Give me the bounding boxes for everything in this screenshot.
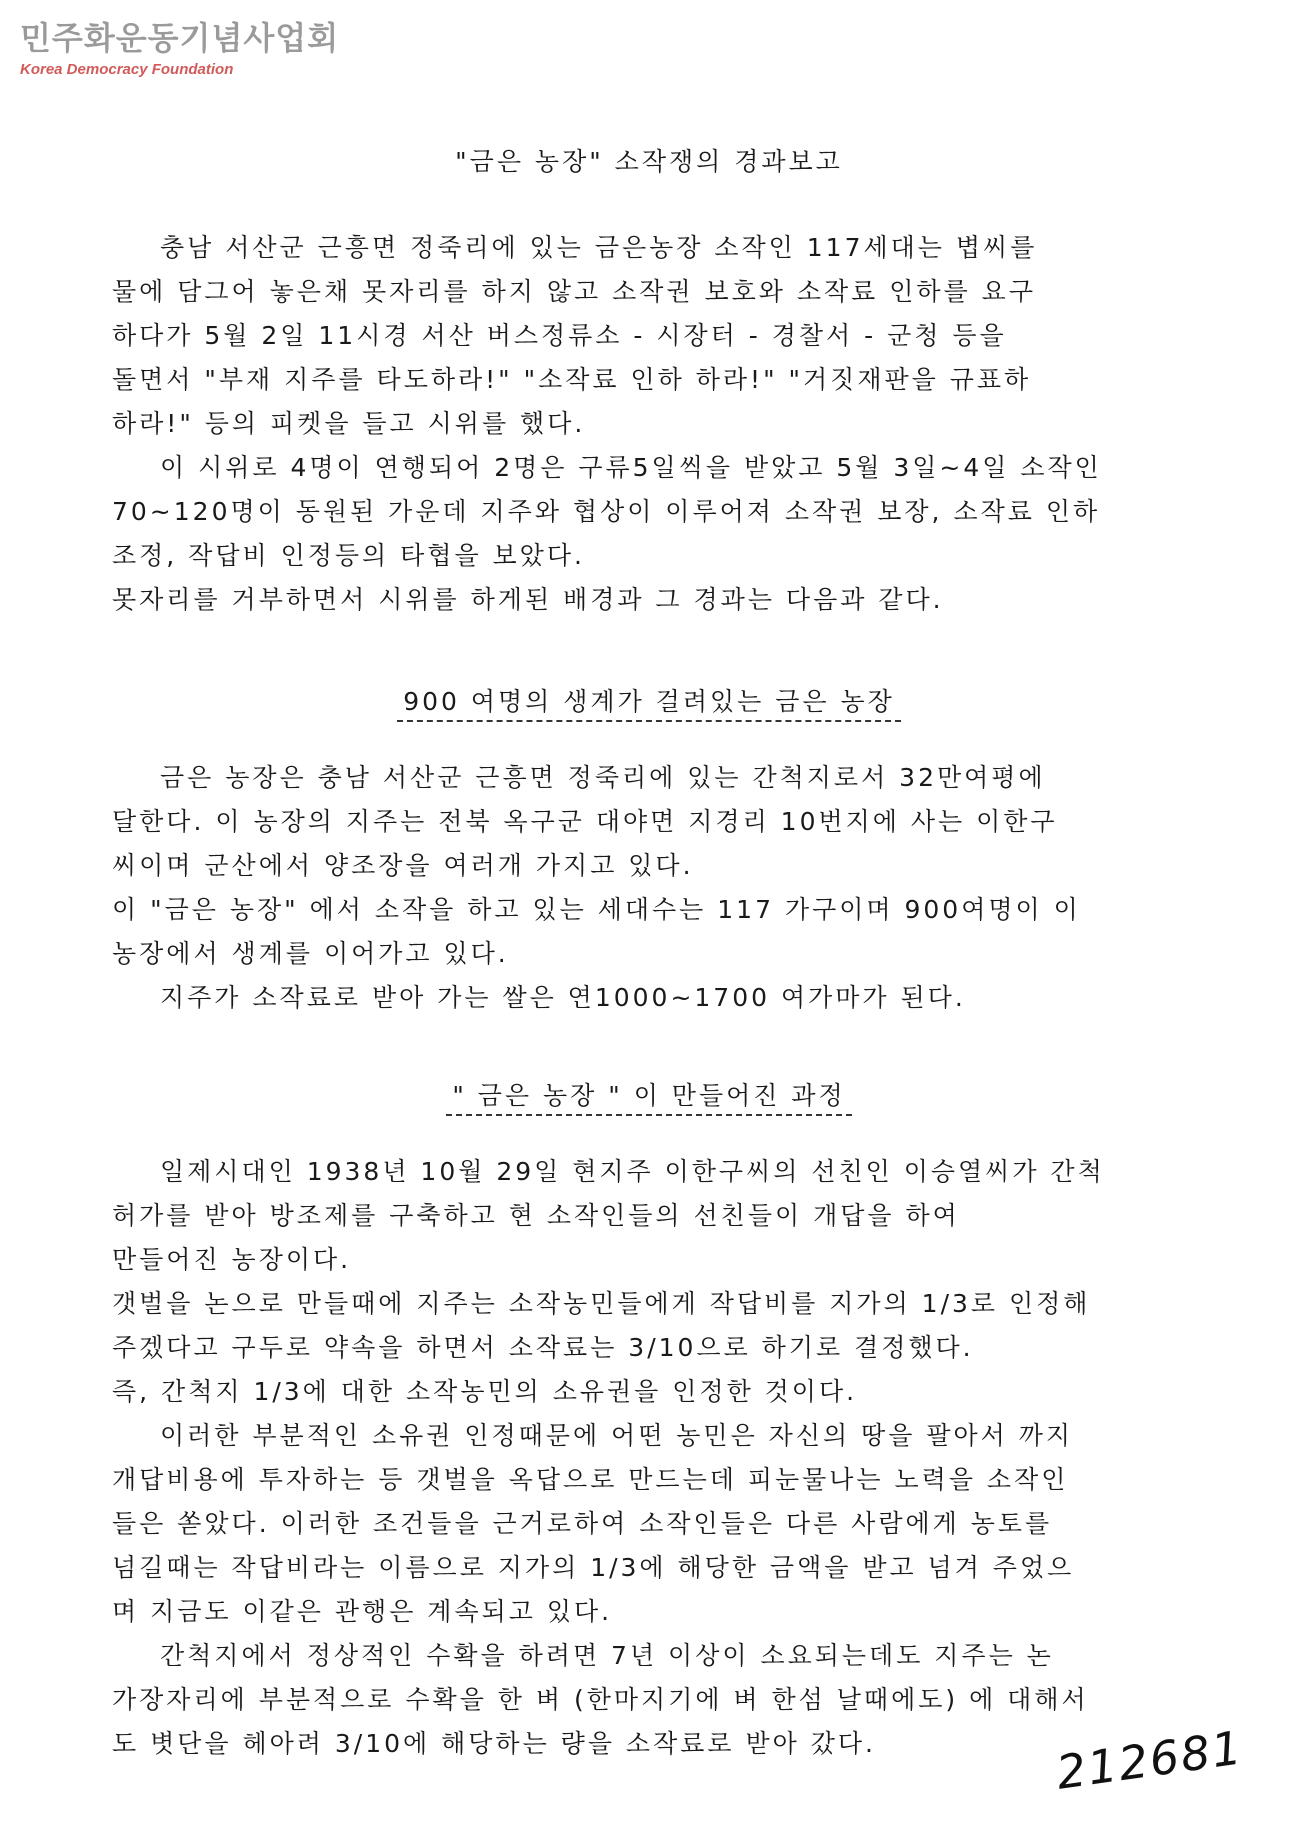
text-line: 조정, 작답비 인정등의 타협을 보았다.	[112, 541, 585, 570]
text-line: 주겠다고 구두로 약속을 하면서 소작료는 3/10으로 하기로 결정했다.	[112, 1333, 974, 1362]
intro-paragraph	[112, 226, 1222, 622]
text-line: 갯벌을 논으로 만들때에 지주는 소작농민들에게 작답비를 지가의 1/3로 인정해	[112, 1289, 1091, 1318]
text-line: 못자리를 거부하면서 시위를 하게된 배경과 그 경과는 다음과 같다.	[112, 585, 944, 614]
text-line: 돌면서 "부재 지주를 타도하라!" "소작료 인하 하라!" "거짓재판을 규표하	[112, 365, 1032, 394]
text-line: 이러한 부분적인 소유권 인정때문에 어떤 농민은 자신의 땅을 팔아서 까지	[160, 1421, 1074, 1450]
text-line: 넘길때는 작답비라는 이름으로 지가의 1/3에 해당한 금액을 받고 넘겨 주었으	[112, 1553, 1075, 1582]
section2-paragraph	[112, 1150, 1222, 1766]
text-line: 가장자리에 부분적으로 수확을 한 벼 (한마지기에 벼 한섬 날때에도) 에 대해서	[112, 1685, 1089, 1714]
document-title: "금은 농장" 소작쟁의 경과보고	[455, 147, 843, 176]
section2-heading	[0, 1074, 1298, 1118]
text-line: 물에 담그어 놓은채 못자리를 하지 않고 소작권 보호와 소작료 인하를 요구	[112, 277, 1036, 306]
text-line: 씨이며 군산에서 양조장을 여러개 가지고 있다.	[112, 851, 694, 880]
text-line: 하라!" 등의 피켓을 들고 시위를 했다.	[112, 409, 586, 438]
text-line: 도 볏단을 헤아려 3/10에 해당하는 량을 소작료로 받아 갔다.	[112, 1729, 876, 1758]
text-line: 만들어진 농장이다.	[112, 1245, 352, 1274]
text-line: 충남 서산군 근흥면 정죽리에 있는 금은농장 소작인 117세대는 볍씨를	[160, 233, 1038, 262]
text-line: 이 시위로 4명이 연행되어 2명은 구류5일씩을 받았고 5월 3일~4일 소작인	[160, 453, 1102, 482]
handwritten-annotation: 212681	[1053, 1720, 1247, 1800]
section1-heading	[0, 680, 1298, 724]
text-line: 즉, 간척지 1/3에 대한 소작농민의 소유권을 인정한 것이다.	[112, 1377, 858, 1406]
text-line: 농장에서 생계를 이어가고 있다.	[112, 939, 509, 968]
watermark-org-korean: 민주화운동기념사업회	[20, 19, 340, 57]
text-line: 일제시대인 1938년 10월 29일 현지주 이한구씨의 선친인 이승열씨가 간척	[160, 1157, 1105, 1186]
watermark-org-english: Korea Democracy Foundation	[20, 61, 234, 78]
section1-heading-text: 900 여명의 생계가 걸려있는 금은 농장	[397, 687, 901, 722]
text-line: 허가를 받아 방조제를 구축하고 현 소작인들의 선친들이 개답을 하여	[112, 1201, 960, 1230]
text-line: 지주가 소작료로 받아 가는 쌀은 연1000~1700 여가마가 된다.	[160, 983, 966, 1012]
text-line: 간척지에서 정상적인 수확을 하려면 7년 이상이 소요되는데도 지주는 논	[160, 1641, 1054, 1670]
text-line: 달한다. 이 농장의 지주는 전북 옥구군 대야면 지경리 10번지에 사는 이한구	[112, 807, 1058, 836]
text-line: 며 지금도 이같은 관행은 계속되고 있다.	[112, 1597, 613, 1626]
section1-paragraph	[112, 756, 1222, 1020]
section2-heading-text: " 금은 농장 " 이 만들어진 과정	[446, 1081, 851, 1116]
text-line: 금은 농장은 충남 서산군 근흥면 정죽리에 있는 간척지로서 32만여평에	[160, 763, 1046, 792]
text-line: 하다가 5월 2일 11시경 서산 버스정류소 - 시장터 - 경찰서 - 군청 등을	[112, 321, 1007, 350]
text-line: 70~120명이 동원된 가운데 지주와 협상이 이루어져 소작권 보장, 소작료 인하	[112, 497, 1101, 526]
text-line: 이 "금은 농장" 에서 소작을 하고 있는 세대수는 117 가구이며 900여명이 이	[112, 895, 1081, 924]
text-line: 들은 쏟았다. 이러한 조건들을 근거로하여 소작인들은 다른 사람에게 농토를	[112, 1509, 1053, 1538]
text-line: 개답비용에 투자하는 등 갯벌을 옥답으로 만드는데 피눈물나는 노력을 소작인	[112, 1465, 1069, 1494]
